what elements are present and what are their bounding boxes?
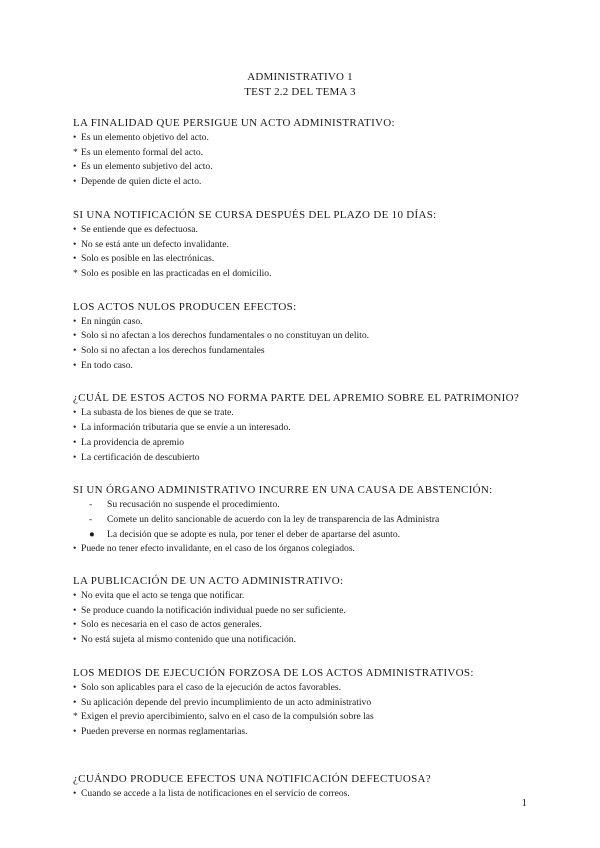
bullet-mark: • bbox=[73, 436, 77, 448]
header-test-title: TEST 2.2 DEL TEMA 3 bbox=[244, 86, 356, 98]
option-a bbox=[73, 131, 543, 146]
question-6 bbox=[73, 574, 543, 648]
bullet-mark: • bbox=[73, 619, 77, 631]
option-text: En todo caso. bbox=[81, 359, 133, 371]
option-b bbox=[73, 696, 543, 711]
option-text: No está sujeta al mismo contenido que una notificación. bbox=[81, 634, 297, 646]
option-text: La subasta de los bienes de que se trate. bbox=[81, 407, 234, 419]
dash-mark: - bbox=[89, 499, 93, 511]
option-text: En ningún caso. bbox=[81, 315, 143, 327]
sub-option-c bbox=[73, 528, 543, 543]
question-4 bbox=[73, 391, 543, 465]
option-text: Solo si no afectan a los derechos fundamentales bbox=[81, 345, 265, 357]
bullet-mark: • bbox=[73, 132, 77, 143]
bullet-mark: • bbox=[73, 161, 77, 173]
option-text: Se produce cuando la notificación individual puede no ser suficiente. bbox=[81, 604, 346, 616]
bullet-mark: • bbox=[73, 345, 77, 357]
option-a bbox=[73, 787, 543, 802]
option-b bbox=[73, 146, 543, 161]
option-a bbox=[73, 315, 543, 330]
option-a bbox=[73, 406, 543, 421]
bullet-mark: • bbox=[73, 176, 77, 188]
option-c bbox=[73, 710, 543, 725]
question-2 bbox=[73, 208, 543, 282]
page-number: 1 bbox=[521, 797, 527, 809]
question-title: LOS MEDIOS DE EJECUCIÓN FORZOSA DE LOS ACTOS ADMINISTRATIVOS: bbox=[73, 666, 474, 679]
bullet-mark: • bbox=[73, 451, 77, 463]
option-d bbox=[73, 451, 543, 466]
option-text: La decisión que se adopte es nula, por tener el deber de apartarse del asunto. bbox=[107, 528, 401, 540]
option-d bbox=[73, 359, 543, 374]
question-title: ¿CUÁL DE ESTOS ACTOS NO FORMA PARTE DEL APREMIO SOBRE EL PATRIMONIO? bbox=[73, 392, 520, 405]
question-3 bbox=[73, 300, 543, 374]
header-course: ADMINISTRATIVO 1 bbox=[247, 71, 353, 83]
option-text: No se está ante un defecto invalidante. bbox=[81, 238, 229, 250]
bullet-mark: • bbox=[73, 696, 77, 708]
bullet-mark: • bbox=[73, 315, 77, 327]
option-text: Es un elemento formal del acto. bbox=[81, 146, 204, 158]
bullet-mark: • bbox=[73, 359, 77, 371]
option-text: Es un elemento subjetivo del acto. bbox=[81, 161, 213, 173]
option-d bbox=[73, 175, 543, 190]
option-text: La providencia de apremio bbox=[81, 436, 185, 448]
sub-option-a bbox=[73, 498, 543, 513]
option-text: Pueden preverse en normas reglamentarias. bbox=[81, 725, 248, 737]
option-c bbox=[73, 618, 543, 633]
bullet-mark: • bbox=[73, 422, 77, 434]
bullet-mark: • bbox=[73, 238, 77, 250]
question-title: SI UN ÓRGANO ADMINISTRATIVO INCURRE EN UNA CAUSA DE ABSTENCIÓN: bbox=[73, 484, 493, 497]
option-text: Exigen el previo apercibimiento, salvo en el caso de la compulsión sobre las bbox=[81, 711, 374, 723]
option-text: Solo son aplicables para el caso de la ejecución de actos favorables. bbox=[81, 681, 341, 693]
question-7 bbox=[73, 666, 543, 740]
option-text: Se entiende que es defectuosa. bbox=[81, 223, 198, 235]
option-b bbox=[73, 329, 543, 344]
option-text: Su recusación no suspende el procedimiento. bbox=[107, 499, 280, 511]
bullet-mark: • bbox=[73, 590, 77, 602]
option-text: Solo es posible en las electrónicas. bbox=[81, 253, 215, 265]
option-text: Solo es posible en las practicadas en el domicilio. bbox=[81, 267, 272, 279]
option-b bbox=[73, 238, 543, 253]
bullet-mark: • bbox=[73, 787, 77, 799]
option-d bbox=[73, 725, 543, 740]
option-text: Es un elemento objetivo del acto. bbox=[81, 132, 209, 143]
option-text: Comete un delito sancionable de acuerdo con la ley de transparencia de las Administra bbox=[107, 513, 440, 525]
option-text: Cuando se accede a la lista de notificaciones en el servicio de correos. bbox=[81, 787, 350, 799]
question-title: LA FINALIDAD QUE PERSIGUE UN ACTO ADMINISTRATIVO: bbox=[73, 117, 395, 129]
bullet-mark: • bbox=[73, 634, 77, 646]
asterisk-mark: * bbox=[73, 146, 78, 158]
option-a bbox=[73, 589, 543, 604]
questions-list bbox=[73, 116, 543, 801]
option-text: La información tributaria que se envíe a un interesado. bbox=[81, 422, 291, 434]
sub-option-b bbox=[73, 513, 543, 528]
option-text: Solo es necesaria en el caso de actos generales. bbox=[81, 619, 262, 631]
option-text: La certificación de descubierto bbox=[81, 451, 200, 463]
option-c bbox=[73, 344, 543, 359]
bullet-mark: • bbox=[73, 604, 77, 616]
document-header bbox=[0, 70, 600, 100]
asterisk-mark: * bbox=[73, 267, 78, 279]
option-text: Depende de quien dicte el acto. bbox=[81, 176, 202, 188]
option-b bbox=[73, 604, 543, 619]
bullet-mark: • bbox=[73, 681, 77, 693]
question-1 bbox=[73, 116, 543, 190]
bullet-mark: • bbox=[73, 330, 77, 342]
asterisk-mark: * bbox=[73, 711, 78, 723]
option-d bbox=[73, 633, 543, 648]
option-b bbox=[73, 421, 543, 436]
option-c bbox=[73, 160, 543, 175]
option-text: Solo si no afectan a los derechos fundamentales o no constituyan un delito. bbox=[81, 330, 370, 342]
question-5 bbox=[73, 483, 543, 557]
question-title: LOS ACTOS NULOS PRODUCEN EFECTOS: bbox=[73, 300, 297, 313]
bullet-mark: • bbox=[73, 223, 77, 235]
bullet-mark: • bbox=[73, 407, 77, 419]
option-c bbox=[73, 436, 543, 451]
option-c bbox=[73, 252, 543, 267]
question-8 bbox=[73, 772, 543, 802]
option-a bbox=[73, 681, 543, 696]
dash-mark: - bbox=[89, 513, 93, 525]
question-title: ¿CUÁNDO PRODUCE EFECTOS UNA NOTIFICACIÓN DEFECTUOSA? bbox=[73, 772, 431, 785]
option-text: No evita que el acto se tenga que notificar. bbox=[81, 590, 245, 602]
option-d bbox=[73, 542, 543, 557]
option-a bbox=[73, 223, 543, 238]
bullet-mark: • bbox=[73, 543, 77, 555]
question-title: SI UNA NOTIFICACIÓN SE CURSA DESPUÉS DEL PLAZO DE 10 DÍAS: bbox=[73, 208, 437, 221]
bullet-mark: • bbox=[73, 725, 77, 737]
option-d bbox=[73, 267, 543, 282]
option-text: Puede no tener efecto invalidante, en el caso de los órganos colegiados. bbox=[81, 543, 355, 555]
question-title: LA PUBLICACIÓN DE UN ACTO ADMINISTRATIVO: bbox=[73, 575, 344, 588]
bullet-mark: • bbox=[73, 253, 77, 265]
dot-mark: ● bbox=[89, 528, 95, 540]
option-text: Su aplicación depende del previo incumplimiento de un acto administrativo bbox=[81, 696, 372, 708]
